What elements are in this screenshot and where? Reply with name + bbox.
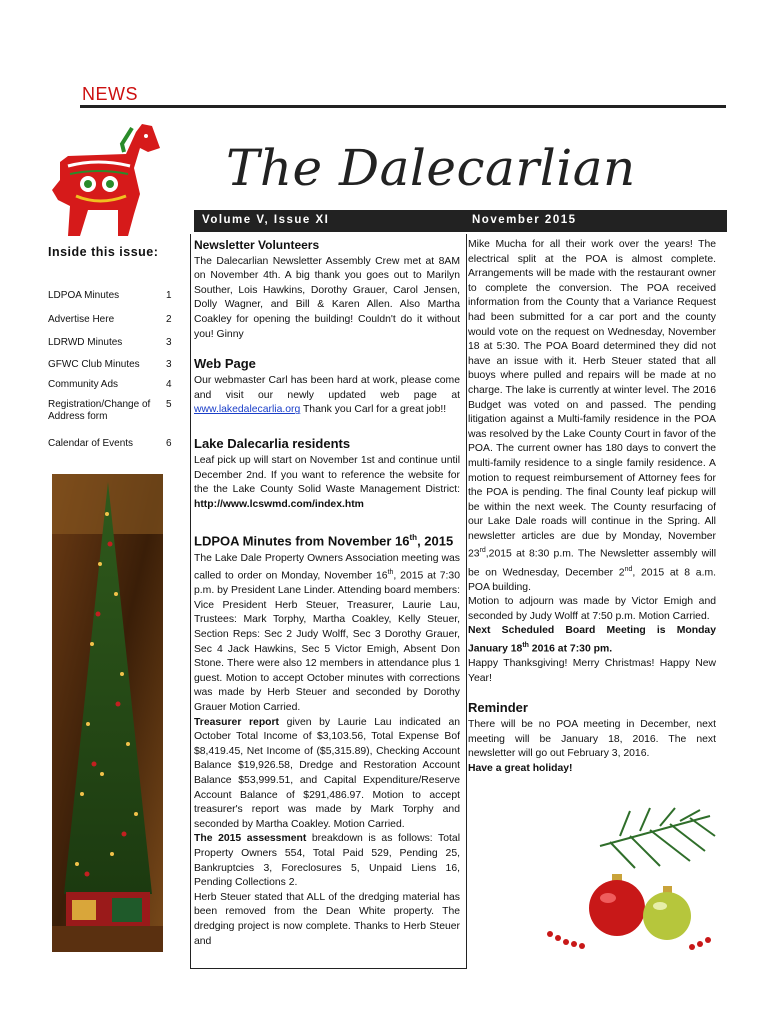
- dala-horse-logo: [48, 118, 166, 240]
- header-rule: [80, 105, 726, 108]
- webpage-heading: Web Page: [194, 356, 256, 372]
- assessment-breakdown: The 2015 assessment breakdown is as follows: Total Property Owners 554, Total Paid 529, Pending 25, Bankruptcies 3, Foreclosures 5, Unpaid Liens 16, Pending Collections 2.: [194, 833, 461, 889]
- main-column: [194, 238, 460, 949]
- toc-item[interactable]: [48, 379, 178, 391]
- toc-page: 4: [166, 379, 172, 390]
- next-meeting: Next Scheduled Board Meeting is Monday January 18th 2016 at 7:30 pm.: [468, 625, 716, 655]
- issue-date: November 2015: [472, 214, 577, 226]
- minutes-continued: Mike Mucha for all their work over the years! The electrical split at the POA is almost complete. Arrangements will be made with the restaurant owner to complete the conversion. The POA received information from the County that a Variance Request had been submitted for a car port and the county would vote on the request on Wednesday, November 18 at 5:30. The POA Board determined they did not have an issue with it. Herb Steuer stated that all buoys where pulled and repairs will be made at no charge. The lake is currently at winter level. The 2016 Budget was voted on and passed. The pending litigation against a Multi-family residence in the POA was resolved by the Lake County Court in favor of the POA. The current owner has 180 days to convert the multi-family residence to a single family residence. A motion to request reimbursement of Attorney fees for the POA is pending. The final County leaf pickup will be within the next week. The County resurfacing of our Lake Dale roads will continue in the Spring. All newsletter articles are due by Monday, November 23rd,2015 at 8:30 p.m. The Newsletter assembly will be on Wednesday, December 2nd, 2015 at 8 a.m. POA building.: [468, 239, 717, 593]
- residents-body: Leaf pick up will start on November 1st and continue until December 2nd. If you want to reference the website for the the Lake County Solid Waste Management District: http://www.lcswmd.com/index.htm: [194, 454, 460, 510]
- right-column: [468, 238, 716, 777]
- toc-page: 3: [166, 359, 172, 370]
- newsletter-heading: Newsletter Volunteers: [194, 238, 320, 252]
- minutes-heading: LDPOA Minutes from November 16th, 2015: [194, 533, 454, 549]
- toc-label: Advertise Here: [48, 314, 115, 325]
- toc-label: GFWC Club Minutes: [48, 359, 140, 370]
- toc-page: 2: [166, 314, 172, 325]
- toc-label: LDRWD Minutes: [48, 337, 123, 348]
- toc-item[interactable]: [48, 399, 178, 423]
- toc-item[interactable]: [48, 438, 178, 450]
- minutes-body: The Lake Dale Property Owners Association meeting was called to order on Monday, November 16th, 2015 at 7:30 p.m. by President Lane Linder. Attending board members: Vice President Herb Steuer, Treasurer, Laurie Lau, Trustees: Mark Torphy, Martha Coakley, Kelly Steuer, Section Reps: Sec 2 Judy Wolff, Sec 3 Dorothy Grauer, Sec 4 Jack Hawkins, Sec 5 Victor Emigh, Absent Don Stone. There were also 12 members in attendance plus 1 guest. Motion to accept October minutes with corrections was made by Herb Steuer and seconded by Dorothy Grauer Motion Carried.: [194, 552, 460, 714]
- section-label: NEWS: [82, 84, 138, 104]
- holiday-greeting: Happy Thanksgiving! Merry Christmas! Happy New Year!: [468, 658, 716, 684]
- christmas-tree-photo: [52, 474, 163, 952]
- treasurer-report: Treasurer report given by Laurie Lau indicated an October Total Income of $3,103.56, Total Expense Bof $8,419.45, Net Income of ($5,315.89), Checking Account Balance $19,926.58, Dredge and Restoration Account Balance $53,999.51, and Capital Expenditure/Reserve Account Balance of $291,486.97. Motion to accept treasurer's report was made by Mark Torphy and seconded by Martha Coakley. Motion Carried.: [194, 716, 460, 830]
- adjourn-note: Motion to adjourn was made by Victor Emigh and seconded by Judy Wolff at 7:50 p.m. Motion Carried.: [468, 596, 716, 622]
- inside-heading: Inside this issue:: [48, 245, 159, 259]
- toc-label: LDPOA Minutes: [48, 290, 120, 301]
- reminder-body: There will be no POA meeting in December, next meeting will be January 18, 2016. The next newsletter will go out February 3, 2016.: [468, 719, 716, 760]
- toc-label: Calendar of Events: [48, 438, 134, 449]
- dredging-note: Herb Steuer stated that ALL of the dredging material has been removed from the Dean White property. The dredging project is now complete. Thanks to Herb Steuer and: [194, 891, 460, 947]
- toc-page: 1: [166, 290, 172, 301]
- toc-item[interactable]: [48, 359, 178, 371]
- volume-label: Volume V, Issue XI: [202, 214, 330, 226]
- christmas-ornament-image: [540, 806, 720, 962]
- webpage-body: Our webmaster Carl has been hard at work, please come and visit our newly updated web page at www.lakedalecarlia.org Thank you Carl for a great job!!: [194, 375, 460, 416]
- newsletter-title: The Dalecarlian: [226, 139, 636, 197]
- volume-bar: [194, 210, 727, 232]
- toc-item[interactable]: [48, 314, 178, 326]
- toc-label: Community Ads: [48, 379, 119, 390]
- reminder-heading: Reminder: [468, 700, 528, 716]
- newsletter-body: The Dalecarlian Newsletter Assembly Crew met at 8AM on November 4th. A big thank you goes out to Marilyn Souther, Lois Hawkins, Dorothy Grauer, Carol Jensen, Dolly Wagner, and Bill & Karen Allen. Also Martha Coakley for opening the building! Couldn't do it without you! Ginny: [194, 255, 460, 340]
- toc-page: 6: [166, 438, 172, 449]
- waste-district-link[interactable]: http://www.lcswmd.com/index.htm: [194, 498, 364, 510]
- toc-page: 5: [166, 399, 172, 410]
- toc-page: 3: [166, 337, 172, 348]
- toc-label: Registration/Change of Address form: [48, 399, 151, 422]
- toc-item[interactable]: [48, 337, 178, 349]
- website-link[interactable]: www.lakedalecarlia.org: [194, 404, 301, 416]
- residents-heading: Lake Dalecarlia residents: [194, 435, 351, 451]
- reminder-closing: Have a great holiday!: [468, 763, 573, 774]
- toc-item[interactable]: [48, 290, 178, 302]
